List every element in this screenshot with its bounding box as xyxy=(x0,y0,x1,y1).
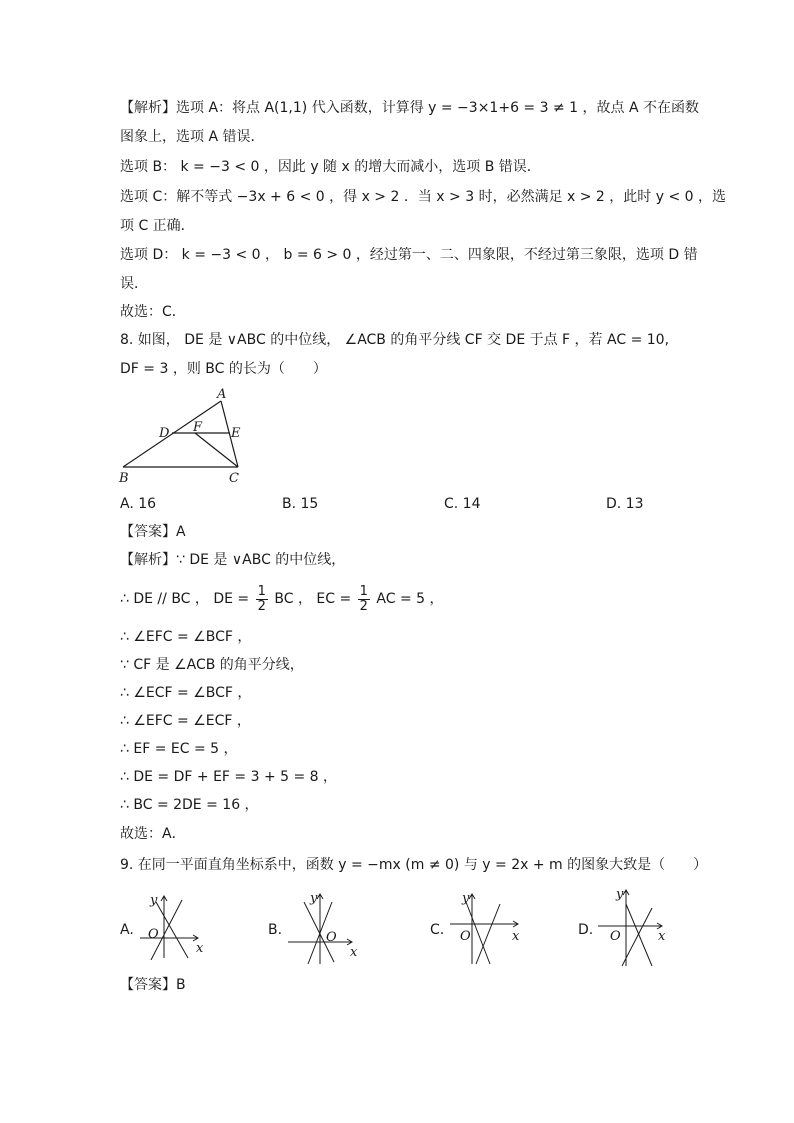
y-label: y xyxy=(310,891,318,906)
y-label: y xyxy=(616,887,624,902)
q7-analysis-line-7: 误． xyxy=(120,276,148,292)
label-a: A xyxy=(217,387,227,402)
segment-ab xyxy=(123,401,221,467)
q9-stem: 9. 在同一平面直角坐标系中，函数 y = −mx (m ≠ 0) 与 y = 2x + m 的图象大致是（ ） xyxy=(120,857,708,873)
x-label: x xyxy=(196,941,204,956)
q8-analysis-line-6: ∴ ∠EFC = ∠ECF ， xyxy=(120,713,251,729)
y-label: y xyxy=(462,891,470,906)
y-label: y xyxy=(150,893,158,908)
q9-graph-d xyxy=(596,884,676,968)
q7-analysis-line-5: 项 C 正确． xyxy=(120,218,195,234)
q9-answer: 【答案】B xyxy=(120,977,186,993)
fraction-denominator: 2 xyxy=(359,598,368,614)
fraction-numerator: 1 xyxy=(359,583,368,599)
q8-option-c: C. 14 xyxy=(444,496,481,512)
x-label: x xyxy=(512,929,520,944)
q8-analysis-line-5: ∴ ∠ECF = ∠BCF ， xyxy=(120,685,252,701)
q7-analysis-line-4: 选项 C：解不等式 −3x + 6 < 0 ，得 x > 2 ．当 x > 3 时，必然满足 x > 2 ，此时 y < 0 ，选 xyxy=(120,189,727,205)
label-d: D xyxy=(159,426,170,441)
q8-analysis-line-8: ∴ DE = DF + EF = 3 + 5 = 8 ， xyxy=(120,769,338,785)
q8-stem-line-1: 8. 如图， DE 是 ∨ABC 的中位线， ∠ACB 的角平分线 CF 交 DE 于点 F ，若 AC = 10, xyxy=(120,332,670,348)
label-c: C xyxy=(229,471,239,486)
q8-option-b: B. 15 xyxy=(282,496,319,512)
fraction-one-half xyxy=(256,585,268,614)
q9-option-b-label: B. xyxy=(268,922,283,938)
q7-analysis-line-6: 选项 D： k = −3 < 0 ， b = 6 > 0 ，经过第一、二、四象限，不经过第三象限，选项 D 错 xyxy=(120,247,698,263)
label-e: E xyxy=(231,426,241,441)
q7-analysis-line-1: 【解析】选项 A：将点 A(1,1) 代入函数，计算得 y = −3×1+6 = 3 ≠ 1 ，故点 A 不在函数 xyxy=(120,100,699,116)
q8-analysis-line-3: ∴ ∠EFC = ∠BCF ， xyxy=(120,629,252,645)
q8-analysis-line-7: ∴ EF = EC = 5 ， xyxy=(120,741,238,757)
origin-label: O xyxy=(148,927,159,942)
q9-option-d-label: D. xyxy=(578,922,594,938)
q8-answer: 【答案】A xyxy=(120,524,186,540)
graph-line-2 xyxy=(476,904,500,964)
graph-line-2 xyxy=(156,902,188,958)
q8-option-a: A. 16 xyxy=(120,496,157,512)
q8-choice-line: 故选：A． xyxy=(120,826,186,842)
q8-analysis-line-2-part-c: AC = 5 ， xyxy=(376,591,444,607)
q9-option-c-label: C. xyxy=(430,922,445,938)
q9-graph-b xyxy=(284,886,364,966)
x-label: x xyxy=(658,929,666,944)
q7-analysis-line-2: 图象上，选项 A 错误． xyxy=(120,129,265,145)
q8-analysis-line-2 xyxy=(120,584,444,614)
q8-analysis-line-1: 【解析】∵ DE 是 ∨ABC 的中位线， xyxy=(120,552,346,568)
fraction-numerator: 1 xyxy=(257,583,266,599)
graph-line-2 xyxy=(626,904,652,966)
q7-analysis-line-3: 选项 B： k = −3 < 0 ，因此 y 随 x 的增大而减小，选项 B 错误． xyxy=(120,159,541,175)
q8-analysis-line-2-part-b: BC ， EC = xyxy=(274,591,352,607)
q8-analysis-line-2-part-a: ∴ DE // BC ， DE = xyxy=(120,591,250,607)
fraction-denominator: 2 xyxy=(257,598,266,614)
x-label: x xyxy=(350,945,358,960)
q7-choice-line: 故选：C． xyxy=(120,304,186,320)
q8-triangle-figure xyxy=(115,385,265,490)
q9-graph-c xyxy=(446,886,526,966)
q8-option-d: D. 13 xyxy=(606,496,644,512)
label-f: F xyxy=(193,420,203,435)
origin-label: O xyxy=(610,929,621,944)
origin-label: O xyxy=(460,929,471,944)
q8-analysis-line-4: ∵ CF 是 ∠ACB 的角平分线， xyxy=(120,657,304,673)
q8-analysis-line-9: ∴ BC = 2DE = 16 ， xyxy=(120,797,259,813)
fraction-one-half xyxy=(358,585,370,614)
q9-option-a-label: A. xyxy=(120,922,134,938)
q8-stem-line-2: DF = 3 ，则 BC 的长为（ ） xyxy=(120,361,327,377)
label-b: B xyxy=(119,471,129,486)
origin-label: O xyxy=(326,930,337,945)
q9-graph-a xyxy=(136,888,216,960)
